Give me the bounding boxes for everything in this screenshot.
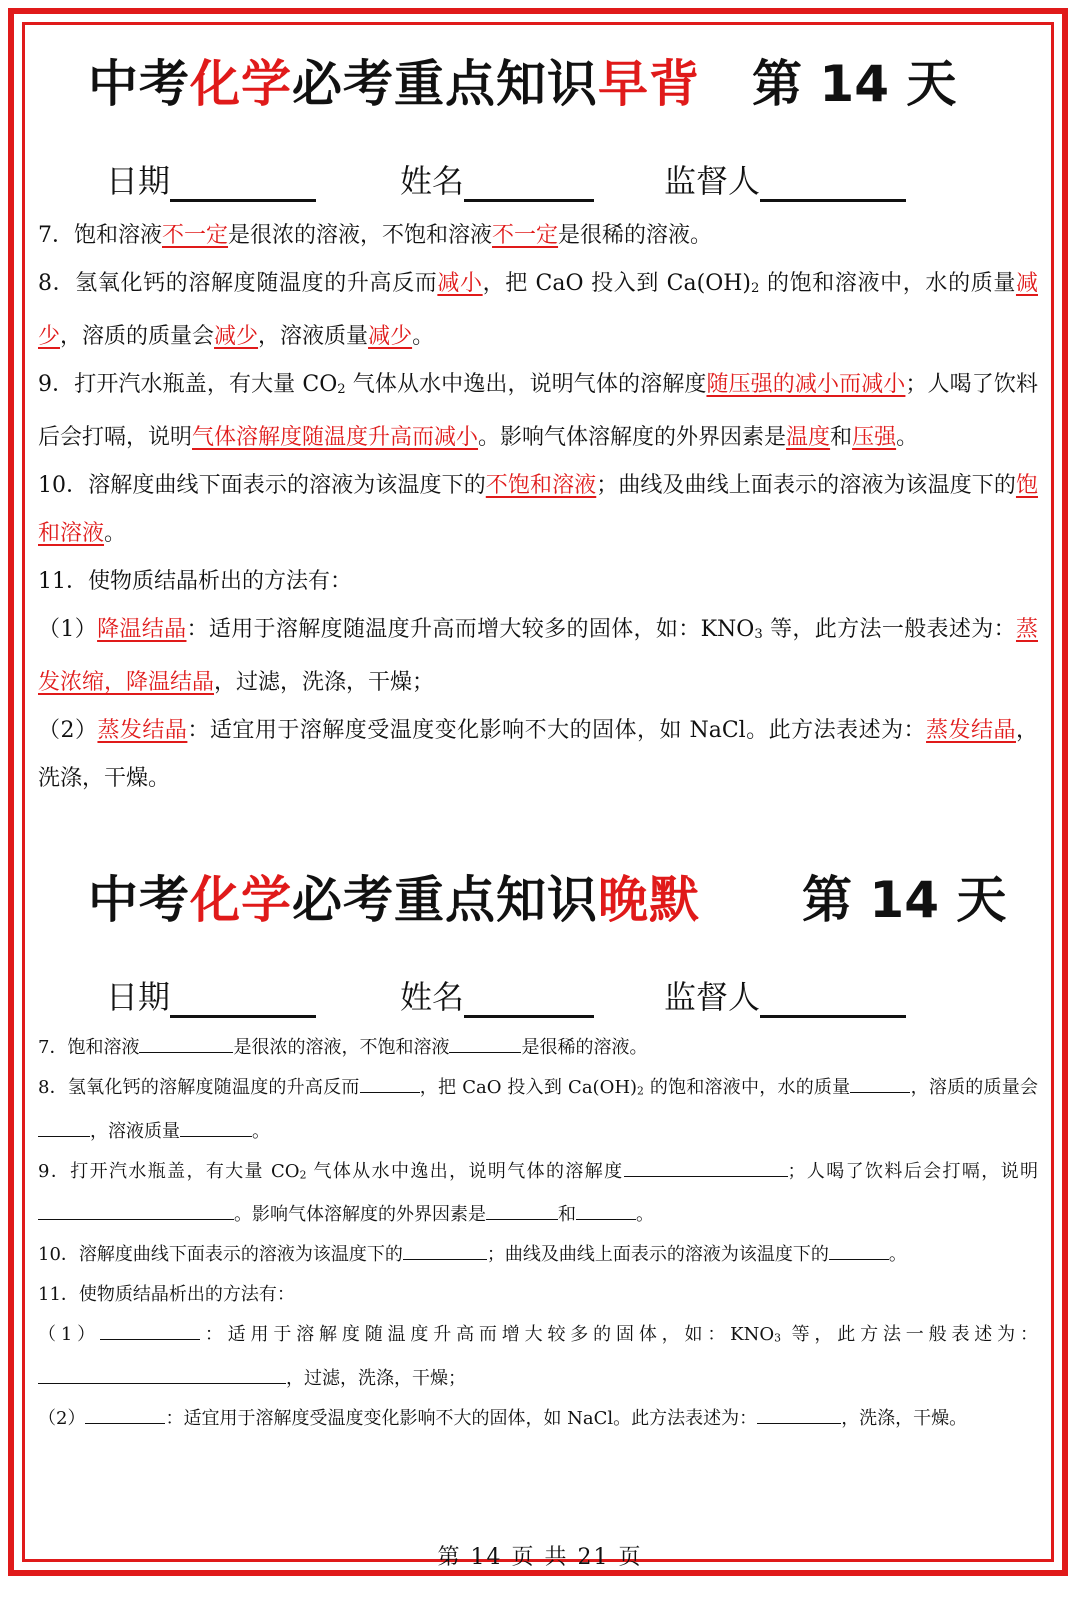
name-field[interactable]: 姓名 <box>400 156 594 202</box>
answer-blank[interactable] <box>38 1365 286 1384</box>
morning-q9: 9．打开汽水瓶盖，有大量 $CO_2$ 气体从水中逸出，说明气体的溶解度随压强的减小而减小；人喝了饮料后会打嗝，说明气体溶解度随温度升高而减小。影响气体溶解度的外界因素是温度和压强。 <box>38 371 1038 450</box>
evening-day-label: 第 14 天 <box>802 871 1007 929</box>
morning-title: 中考化学必考重点知识早背 <box>88 55 700 113</box>
morning-q7: 7．饱和溶液不一定是很浓的溶液，不饱和溶液不一定是很稀的溶液。 <box>38 223 713 248</box>
name-field[interactable]: 姓名 <box>400 972 594 1018</box>
answer-blank[interactable] <box>38 1201 234 1220</box>
answer-blank[interactable] <box>85 1405 165 1424</box>
evening-content <box>38 1028 1038 1439</box>
morning-info-row <box>0 156 1080 206</box>
evening-q11: 11．使物质结晶析出的方法有： <box>38 1284 295 1306</box>
morning-q11-2: （2）蒸发结晶：适宜用于溶解度受温度变化影响不大的固体，如 NaCl。此方法表述为：蒸发结晶，洗涤，干燥。 <box>38 717 1038 791</box>
morning-q8: 8．氢氧化钙的溶解度随温度的升高反而减小，把 CaO 投入到 $Ca(OH)_2$ 的饱和溶液中，水的质量减少，溶质的质量会减少，溶液质量减少。 <box>38 271 1038 349</box>
evening-q9: 9．打开汽水瓶盖，有大量 $CO_2$ 气体从水中逸出，说明气体的溶解度 ；人喝了饮料后会打嗝，说明。影响气体溶解度的外界因素是 和 。 <box>38 1152 1038 1236</box>
answer-blank[interactable] <box>829 1241 889 1260</box>
answer-blank[interactable] <box>139 1034 233 1053</box>
morning-q11: 11．使物质结晶析出的方法有： <box>38 568 352 594</box>
answer-blank[interactable] <box>449 1034 521 1053</box>
answer-blank[interactable] <box>180 1118 252 1137</box>
supervisor-field[interactable]: 监督人 <box>664 156 906 202</box>
date-field[interactable]: 日期 <box>106 972 316 1018</box>
answer-blank[interactable] <box>486 1201 558 1220</box>
answer-blank[interactable] <box>100 1321 200 1340</box>
morning-q11-1: （1）降温结晶：适用于溶解度随温度升高而增大较多的固体，如：$KNO_3$ 等，此方法一般表述为：蒸发浓缩，降温结晶，过滤，洗涤，干燥； <box>38 616 1038 695</box>
evening-q11-2: （2） ：适宜用于溶解度受温度变化影响不大的固体，如 NaCl。此方法表述为： ，洗涤，干燥。 <box>38 1399 1038 1439</box>
answer-blank[interactable] <box>38 1118 90 1137</box>
evening-title: 中考化学必考重点知识晚默 <box>88 871 700 929</box>
evening-info-row <box>0 972 1080 1022</box>
answer-blank[interactable] <box>757 1405 841 1424</box>
evening-q8: 8．氢氧化钙的溶解度随温度的升高反而 ，把 CaO 投入到 $Ca(OH)_2$ 的饱和溶液中，水的质量 ，溶质的质量会，溶液质量 。 <box>38 1068 1038 1152</box>
answer-blank[interactable] <box>576 1201 636 1220</box>
evening-q10: 10．溶解度曲线下面表示的溶液为该温度下的 ；曲线及曲线上面表示的溶液为该温度下的 。 <box>38 1235 1038 1275</box>
date-field[interactable]: 日期 <box>106 156 316 202</box>
supervisor-field[interactable]: 监督人 <box>664 972 906 1018</box>
evening-q11-1: （1） ：适用于溶解度随温度升高而增大较多的固体，如：$KNO_3$ 等，此方法一般表述为：，过滤，洗涤，干燥； <box>38 1315 1038 1399</box>
answer-blank[interactable] <box>624 1158 788 1177</box>
morning-day-label: 第 14 天 <box>752 55 957 113</box>
answer-blank[interactable] <box>360 1074 420 1093</box>
morning-content <box>38 212 1038 803</box>
answer-blank[interactable] <box>403 1241 487 1260</box>
page-footer: 第 14 页 共 21 页 <box>437 1545 643 1570</box>
morning-q10: 10．溶解度曲线下面表示的溶液为该温度下的不饱和溶液；曲线及曲线上面表示的溶液为该温度下的饱和溶液。 <box>38 472 1038 546</box>
evening-q7: 7．饱和溶液 是很浓的溶液，不饱和溶液 是很稀的溶液。 <box>38 1028 1038 1068</box>
answer-blank[interactable] <box>850 1074 910 1093</box>
